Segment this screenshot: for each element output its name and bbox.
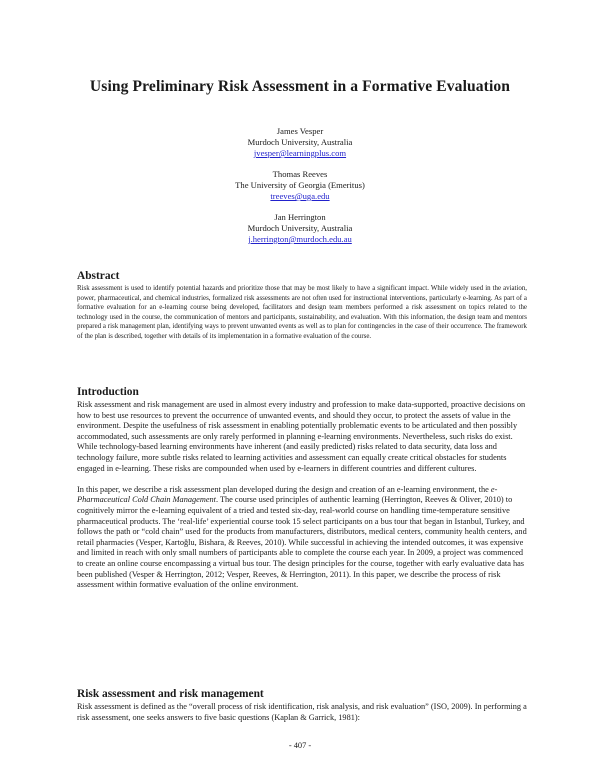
author-affiliation: The University of Georgia (Emeritus) [235, 180, 365, 190]
author-name: Thomas Reeves [272, 169, 328, 179]
abstract-heading: Abstract [77, 270, 120, 282]
introduction-section [77, 386, 527, 591]
introduction-heading: Introduction [77, 386, 139, 398]
author-name: Jan Herrington [274, 212, 326, 222]
risk-assessment-heading: Risk assessment and risk management [77, 688, 264, 700]
author-2 [0, 169, 600, 202]
author-affiliation: Murdoch University, Australia [247, 223, 353, 233]
page-number: - 407 - [288, 741, 312, 750]
author-email-link[interactable]: j.herrington@murdoch.edu.au [248, 234, 352, 244]
author-1 [0, 126, 600, 159]
author-3 [0, 212, 600, 245]
abstract-text: Risk assessment is used to identify potential hazards and prioritize those that may be most likely to have a significant impact. While widely used in the aviation, power, pharmaceutical, and chemical industries, formalized risk assessments are not often used for instructional interventions, particularly e-learning. As part of a formative evaluation for an e-learning course being developed, facilitators and design team members performed a risk assessment on topics related to the technology used in the course, the communication of mentors and participants, sustainability, and evaluation. With this information, the design team and mentors prepared a risk management plan, identifying ways to prevent unwanted events as well as to plan for contingencies in the case of their occurrence. The framework of the plan is described, together with details of its implementation in a formative evaluation of the course. [77, 285, 527, 340]
introduction-paragraph-1: Risk assessment and risk management are used in almost every industry and profession to make data-supported, proactive decisions on how to best use resources to prevent the occurrence of unwanted events, and should they occur, to protect the assets of value in the environment. Despite the usefulness of risk assessment in enabling potentially problematic events to be articulated and then possibly accommodated, such assessments are only rarely performed in planning e-learning environments. Nevertheless, such risks do exist. While technology-based learning environments have inherent (and easily predicted) risks related to data security, data loss and technology failure, more subtle risks related to learning activities and assessment can equally create critical obstacles for students engaged in e-learning. These risks are compounded when used by e-learners in different countries and different cultures. [77, 400, 526, 473]
abstract-section [77, 270, 527, 342]
author-name: James Vesper [276, 126, 324, 136]
paper-title: Using Preliminary Risk Assessment in a Formative Evaluation [89, 78, 511, 95]
author-email-link[interactable]: treeves@uga.edu [270, 191, 330, 201]
risk-assessment-paragraph: Risk assessment is defined as the “overall process of risk identification, risk analysis, and risk evaluation” (ISO, 2009). In performing a risk assessment, one seeks answers to five basic questions (Kaplan & Garrick, 1981): [77, 702, 527, 722]
author-email-link[interactable]: jvesper@learningplus.com [253, 148, 347, 158]
introduction-paragraph-2: In this paper, we describe a risk assessment plan developed during the design and creation of an e-learning environment, the e-Pharmaceutical Cold Chain Management. The course used principles of authentic learning (Herrington, Reeves & Oliver, 2010) to cognitively mirror the e-learning equivalent of a tried and tested six-day, real-world course on handling time-temperature sensitive pharmaceutical products. The ‘real-life’ experiential course took 15 select participants on a bus tour that began in Istanbul, Turkey, and follows the path or “cold chain” used for the products from manufacturers, distributors, medical centers, community health centers, and retail pharmacies (Vesper, Kartoğlu, Bishara, & Reeves, 2010). While successful in achieving the intended outcomes, it was expensive and limited in reach with only small numbers of participants able to complete the course each year. In 2009, a project was commenced to create an online course encompassing a virtual bus tour. The design principles for the course, together with early evaluative data has been published (Vesper & Herrington, 2012; Vesper, Reeves, & Herrington, 2011). In this paper, we describe the process of risk assessment within formative evaluation of the online environment. [77, 484, 527, 590]
author-block [0, 126, 600, 255]
risk-assessment-section [77, 688, 527, 723]
author-affiliation: Murdoch University, Australia [247, 137, 353, 147]
course-title: e-Pharmaceutical Cold Chain Management [77, 484, 498, 505]
